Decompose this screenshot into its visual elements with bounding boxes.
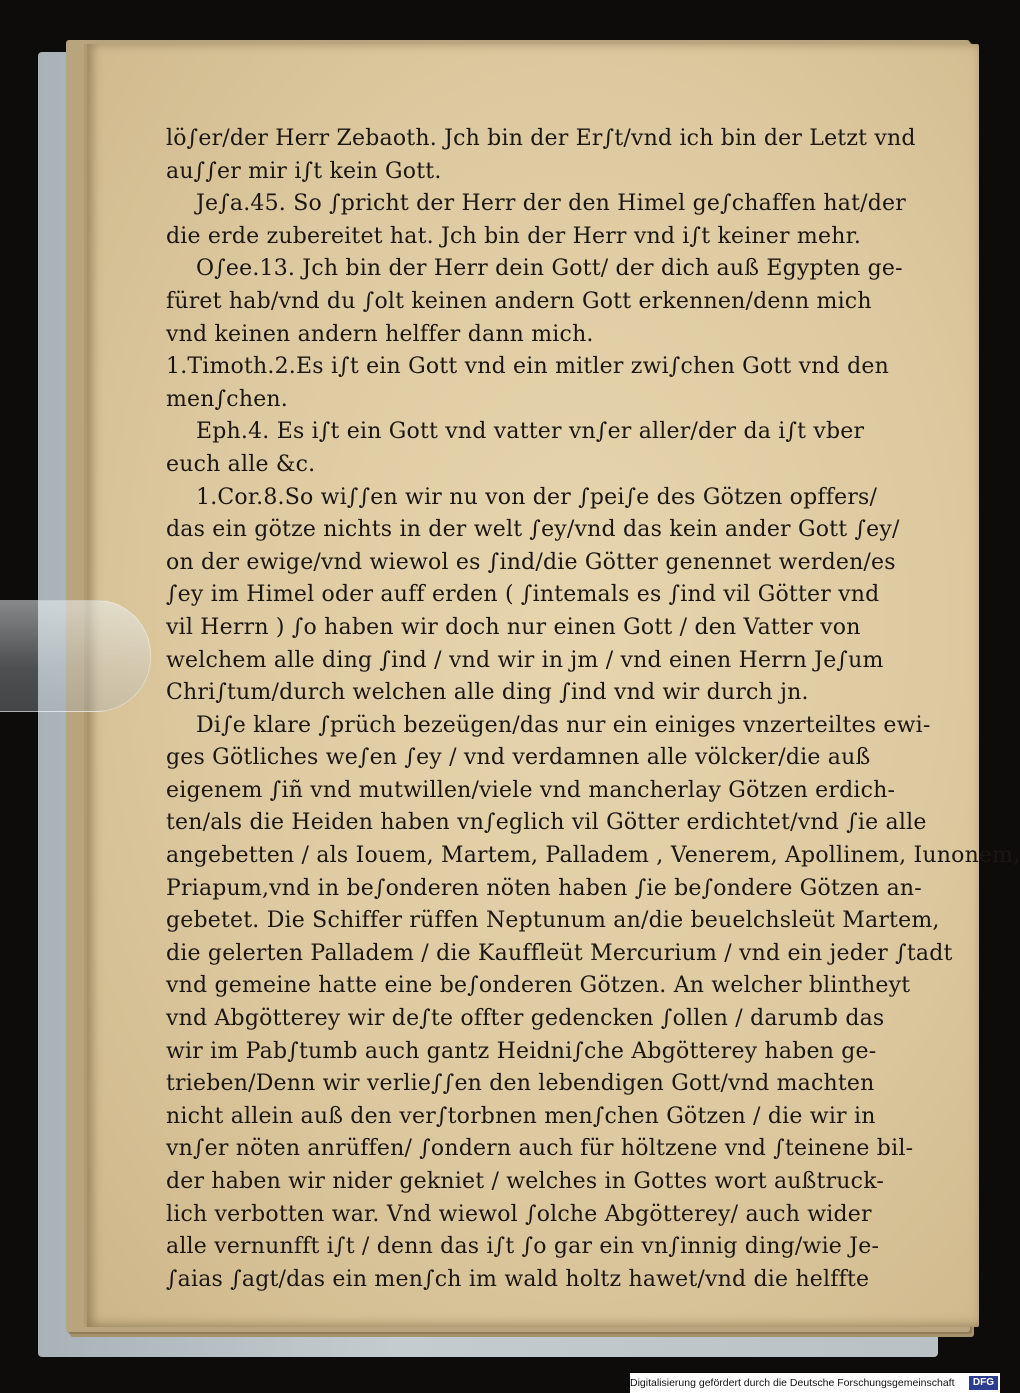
text-line: nicht allein auß den ver∫torbnen men∫chen Götzen / die wir in (166, 1103, 876, 1129)
text-line: ∫ey im Himel oder auff erden ( ∫intemals es ∫ind vil Götter vnd (166, 582, 880, 608)
text-line: Je∫a.45. So ∫pricht der Herr der den Himel ge∫chaffen hat/der (196, 191, 906, 217)
text-line: wir im Pab∫tumb auch gantz Heidni∫che Abgötterey haben ge- (166, 1038, 877, 1064)
text-line: Chri∫tum/durch welchen alle ding ∫ind vnd wir durch jn. (166, 680, 809, 706)
text-line: au∫∫er mir i∫t kein Gott. (166, 158, 442, 184)
text-line: angebetten / als Iouem, Martem, Palladem , Venerem, Apollinem, Iunonem, (166, 843, 1020, 869)
text-line: men∫chen. (166, 386, 288, 412)
plastic-page-clip (0, 600, 151, 712)
text-line: on der ewige/vnd wiewol es ∫ind/die Götter genennet werden/es (166, 549, 896, 575)
text-line: vnd keinen andern helffer dann mich. (166, 321, 594, 347)
text-line: O∫ee.13. Jch bin der Herr dein Gott/ der dich auß Egypten ge- (196, 256, 903, 282)
text-line: vil Herrn ) ∫o haben wir doch nur einen Gott / den Vatter von (166, 614, 861, 640)
text-line: Eph.4. Es i∫t ein Gott vnd vatter vn∫er aller/der da i∫t vber (196, 419, 865, 445)
text-line: vnd Abgötterey wir de∫te offter gedencken ∫ollen / darumb das (166, 1006, 885, 1032)
text-line: die erde zubereitet hat. Jch bin der Herr vnd i∫t keiner mehr. (166, 223, 862, 249)
text-line: ges Götliches we∫en ∫ey / vnd verdamnen alle völcker/die auß (166, 745, 871, 771)
text-line: alle vernunfft i∫t / denn das i∫t ∫o gar ein vn∫innig ding/wie Je- (166, 1234, 880, 1260)
text-line: welchem alle ding ∫ind / vnd wir in jm / vnd einen Herrn Je∫um (166, 647, 884, 673)
text-line: vnd gemeine hatte eine be∫onderen Götzen. An welcher blintheyt (166, 973, 911, 999)
text-line: das ein götze nichts in der welt ∫ey/vnd das kein ander Gott ∫ey/ (166, 517, 900, 543)
text-line: 1.Timoth.2.Es i∫t ein Gott vnd ein mitler zwi∫chen Gott vnd den (166, 354, 890, 380)
text-line: eigenem ∫iñ vnd mutwillen/viele vnd mancherlay Götzen erdich- (166, 777, 896, 803)
digitization-credit (630, 1373, 1000, 1393)
text-line: 1.Cor.8.So wi∫∫en wir nu von der ∫pei∫e des Götzen opffers/ (196, 484, 878, 510)
text-line: lich verbotten war. Vnd wiewol ∫olche Abgötterey/ auch wider (166, 1201, 872, 1227)
dfg-logo: DFG (969, 1376, 998, 1390)
text-line: lö∫er/der Herr Zebaoth. Jch bin der Er∫t/vnd ich bin der Letzt vnd (166, 126, 916, 151)
text-line: vn∫er nöten anrüffen/ ∫ondern auch für höltzene vnd ∫teinene bil- (166, 1136, 914, 1162)
page-text (166, 123, 1020, 1296)
text-line: gebetet. Die Schiffer rüffen Neptunum an/die beuelchsleüt Martem, (166, 908, 940, 934)
text-line: die gelerten Palladem / die Kauffleüt Mercurium / vnd ein jeder ∫tadt (166, 940, 953, 966)
text-line: Priapum,vnd in be∫onderen nöten haben ∫ie be∫ondere Götzen an- (166, 875, 922, 901)
text-line: füret hab/vnd du ∫olt keinen andern Gott erkennen/denn mich (166, 288, 872, 314)
text-line: ∫aias ∫agt/das ein men∫ch im wald holtz hawet/vnd die helffte (166, 1266, 870, 1292)
text-line: der haben wir nider gekniet / welches in Gottes wort außtruck- (166, 1169, 884, 1194)
text-line: ten/als die Heiden haben vn∫eglich vil Götter erdichtet/vnd ∫ie alle (166, 810, 927, 836)
text-line: trieben/Denn wir verlie∫∫en den lebendigen Gott/vnd machten (166, 1071, 875, 1097)
text-line: Di∫e klare ∫prüch bezeügen/das nur ein einiges vnzerteiltes ewi- (196, 712, 931, 738)
credit-text: Digitalisierung gefördert durch die Deutsche Forschungsgemeinschaft (630, 1377, 955, 1389)
text-line: euch alle &c. (166, 451, 316, 477)
